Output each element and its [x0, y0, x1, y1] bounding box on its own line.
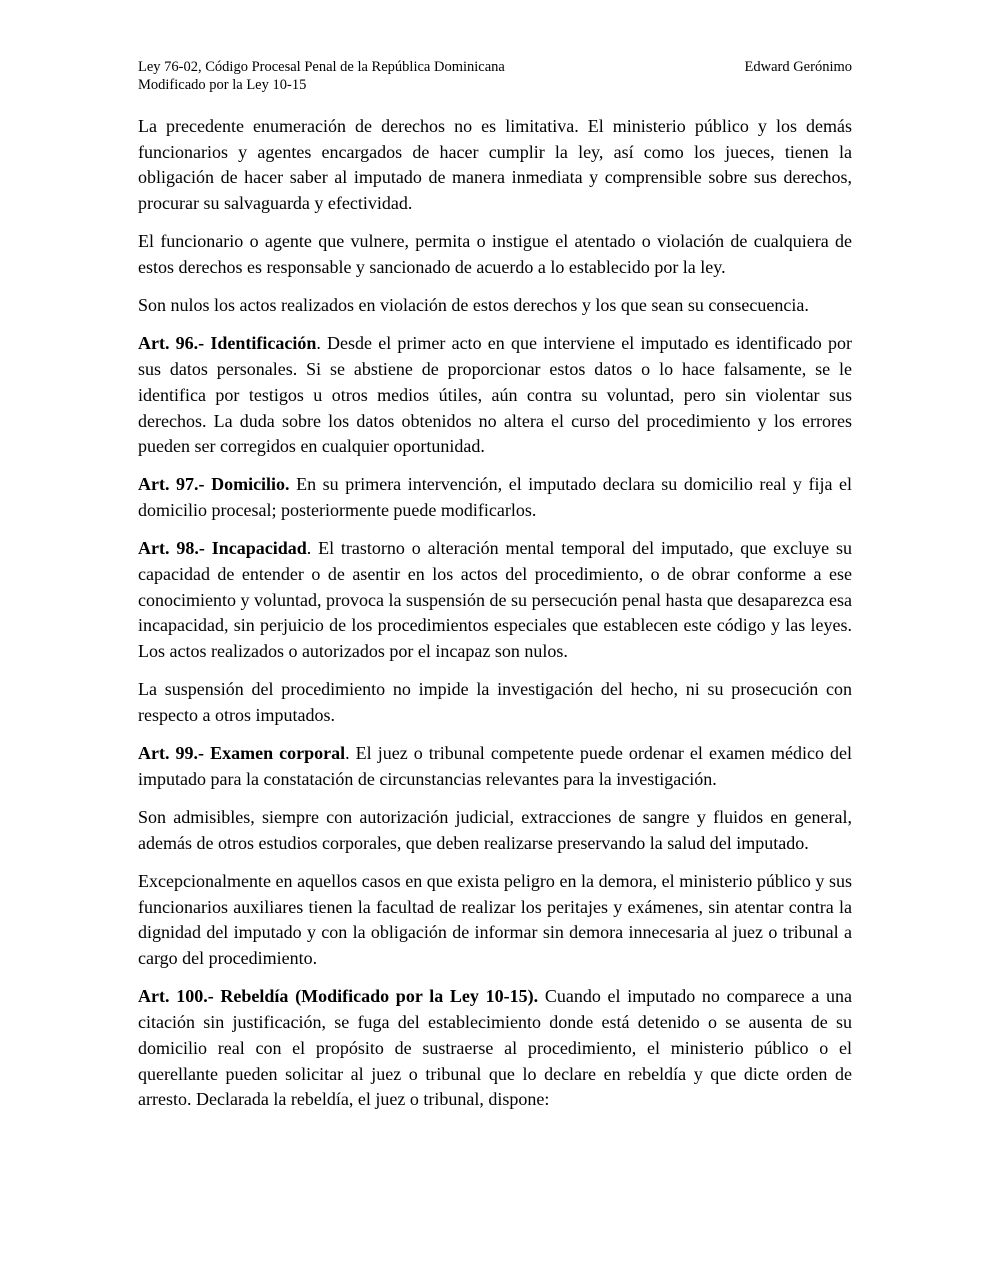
- article-heading: Art. 98.- Incapacidad: [138, 538, 307, 559]
- paragraph-text: En su primera intervención, el imputado declara su domicilio real y fija el domicilio procesal; posteriormente puede modificarlos.: [138, 474, 852, 521]
- header-row-1: [138, 58, 852, 76]
- header-author: Edward Gerónimo: [744, 59, 852, 75]
- article-heading: Art. 97.- Domicilio.: [138, 474, 290, 495]
- paragraph: [138, 229, 852, 280]
- page-header: [138, 58, 852, 94]
- paragraph-text: . El juez o tribunal competente puede ordenar el examen médico del imputado para la constatación de circunstancias relevantes para la investigación.: [138, 743, 852, 789]
- paragraph-text: La precedente enumeración de derechos no es limitativa. El ministerio público y los demás funcionarios y agentes encargados de hacer cumplir la ley, así como los jueces, tienen la obligación de hacer saber al imputado de manera inmediata y comprensible sobre sus derechos, procurar su salvaguarda y efectividad.: [138, 116, 852, 214]
- paragraph: [138, 472, 852, 523]
- paragraph: [138, 114, 852, 217]
- paragraph: [138, 677, 852, 728]
- paragraph-text: Excepcionalmente en aquellos casos en que exista peligro en la demora, el ministerio público y sus funcionarios auxiliares tienen la facultad de realizar los peritajes y exámenes, sin atentar contra la dignidad del imputado y con la obligación de informar sin demora innecesaria al juez o tribunal a cargo del procedimiento.: [138, 871, 852, 969]
- paragraph-text: La suspensión del procedimiento no impide la investigación del hecho, ni su prosecución con respecto a otros imputados.: [138, 679, 852, 726]
- paragraph: [138, 536, 852, 665]
- paragraph-text: Son nulos los actos realizados en violación de estos derechos y los que sean su consecuencia.: [138, 295, 809, 316]
- header-subtitle: Modificado por la Ley 10-15: [138, 77, 307, 93]
- paragraph: [138, 331, 852, 460]
- paragraph-text: Son admisibles, siempre con autorización judicial, extracciones de sangre y fluidos en general, además de otros estudios corporales, que deben realizarse preservando la salud del imputado.: [138, 807, 852, 853]
- article-heading: Art. 100.- Rebeldía (Modificado por la Ley 10-15).: [138, 986, 539, 1007]
- paragraph: [138, 741, 852, 792]
- paragraph: [138, 869, 852, 972]
- paragraph: [138, 984, 852, 1113]
- paragraph-text: Cuando el imputado no comparece a una citación sin justificación, se fuga del establecimiento donde está detenido o se ausenta de su domicilio real con el propósito de sustraerse al procedimiento, el ministerio público o el querellante pueden solicitar al juez o tribunal que lo declare en rebeldía y que dicte orden de arresto. Declarada la rebeldía, el juez o tribunal, dispone:: [138, 986, 852, 1110]
- paragraph-text: El funcionario o agente que vulnere, permita o instigue el atentado o violación de cualquiera de estos derechos es responsable y sancionado de acuerdo a lo establecido por la ley.: [138, 231, 852, 278]
- paragraph-text: . El trastorno o alteración mental temporal del imputado, que excluye su capacidad de entender o de asentir en los actos del procedimiento, o de obrar conforme a ese conocimiento y voluntad, provoca la suspensión de su persecución penal hasta que desaparezca esa incapacidad, sin perjuicio de los procedimientos especiales que establecen este código y las leyes. Los actos realizados o autorizados por el incapaz son nulos.: [138, 538, 852, 662]
- header-row-2: [138, 76, 852, 94]
- article-heading: Art. 96.- Identificación: [138, 333, 317, 354]
- header-title: Ley 76-02, Código Procesal Penal de la República Dominicana: [138, 59, 505, 75]
- paragraph: [138, 805, 852, 856]
- paragraph-text: . Desde el primer acto en que interviene el imputado es identificado por sus datos personales. Si se abstiene de proporcionar estos datos o lo hace falsamente, se le identifica por testigos u otros medios útiles, aún contra su voluntad, pero sin violentar sus derechos. La duda sobre los datos obtenidos no altera el curso del procedimiento y los errores pueden ser corregidos en cualquier oportunidad.: [138, 333, 852, 457]
- document-body: [138, 114, 852, 1125]
- paragraph: [138, 293, 852, 319]
- article-heading: Art. 99.- Examen corporal: [138, 743, 346, 764]
